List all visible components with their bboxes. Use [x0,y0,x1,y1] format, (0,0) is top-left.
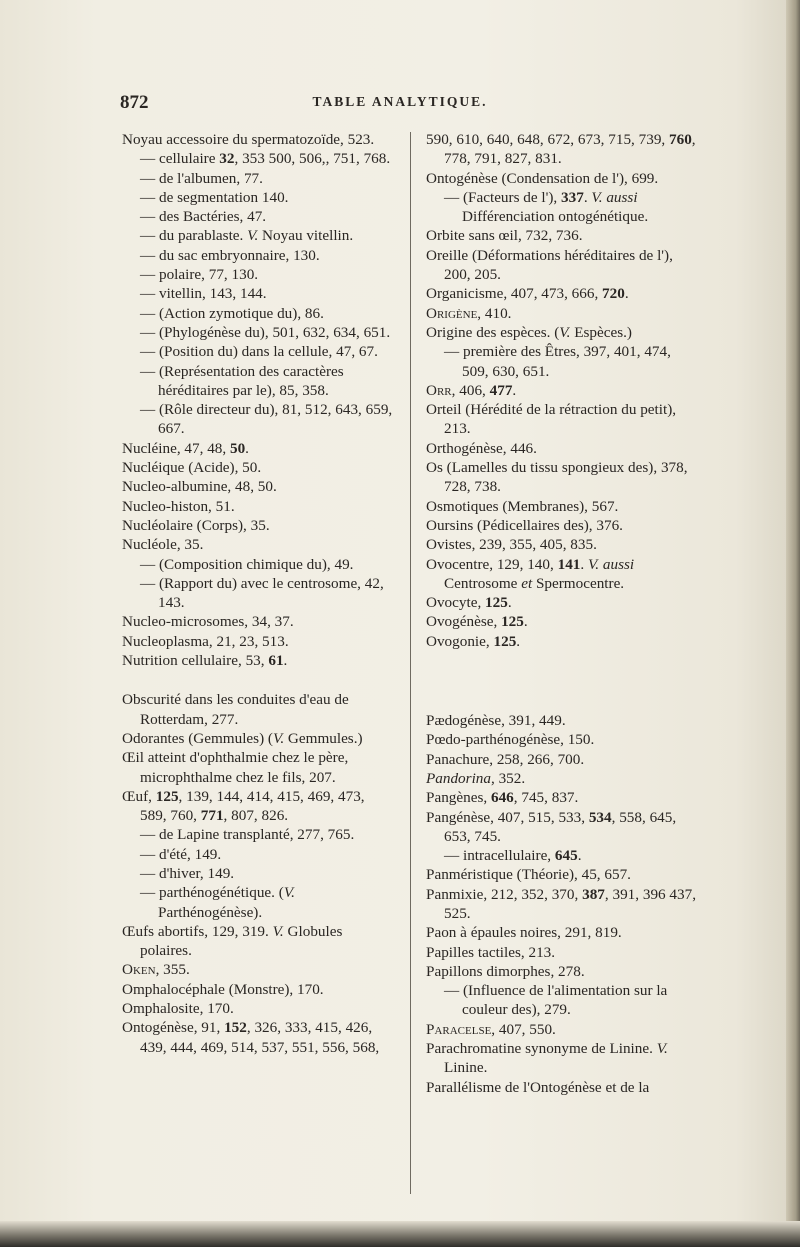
index-entry: Orr, 406, 477. [426,381,517,399]
italic-text: V. aussi [587,555,635,573]
index-entry: Nucleo-histon, 51. [122,497,235,515]
bold-ref: 125 [485,594,508,612]
index-entry: Nucléolaire (Corps), 35. [122,516,270,534]
index-entry: Papillons dimorphes, 278. [426,962,585,980]
index-entry: Paracelse, 407, 550. [426,1020,556,1038]
section-gap [426,691,700,711]
italic-text: V. [656,1040,668,1058]
index-entry: 590, 610, 640, 648, 672, 673, 715, 739, 760, 778, 791, 827, 831. [426,131,696,168]
bold-ref: 477 [489,381,513,399]
page-header [0,92,800,116]
index-subentry: — (Composition chimique du), 49. [140,555,354,573]
italic-text: V. [283,884,295,902]
index-entry: Pædogénèse, 391, 449. [426,712,566,730]
index-subentry: — intracellulaire, 645. [444,847,582,865]
index-entry: Panachure, 258, 266, 700. [426,750,585,768]
index-entry: Pangénèse, 407, 515, 533, 534, 558, 645, 653, 745. [426,808,677,845]
index-entry: Omphalosite, 170. [122,1000,234,1018]
bold-ref: 387 [582,885,605,903]
index-entry: Origine des espèces. (V. Espèces.) [426,323,632,341]
index-subentry: — du sac embryonnaire, 130. [140,246,320,264]
index-entry: Nucleo-microsomes, 34, 37. [122,613,294,631]
italic-text: V. [247,227,259,245]
index-entry: Oreille (Déformations héréditaires de l'), 200, 205. [426,246,673,284]
bold-ref: 125 [155,787,179,805]
italic-text: V. aussi [591,188,638,206]
bold-ref: 646 [490,789,514,807]
index-entry: Ovogonie, 125. [426,632,521,650]
index-entry: Orbite sans œil, 732, 736. [426,227,583,245]
italic-text: V. [272,922,284,940]
index-entry: Nutrition cellulaire, 53, 61. [122,652,288,670]
index-entry: Pœdo-parthénogénèse, 150. [426,731,595,749]
index-subentry: — d'été, 149. [140,845,222,863]
index-subentry: — (Position du) dans la cellule, 47, 67. [140,343,378,361]
left-column [122,130,394,1057]
bold-ref: 534 [588,808,612,826]
running-head: TABLE ANALYTIQUE. [312,94,488,109]
index-entry: Odorantes (Gemmules) (V. Gemmules.) [122,729,363,747]
bold-ref: 645 [554,847,578,865]
index-entry: Parachromatine synonyme de Linine. V. Linine. [426,1040,668,1077]
small-caps-name: Paracelse [426,1020,492,1038]
index-subentry: — de l'albumen, 77. [140,169,263,187]
index-subentry: — polaire, 77, 130. [140,266,259,284]
index-entry: Ovocyte, 125. [426,594,512,612]
index-subentry: — (Rapport du) avec le centrosome, 42, 143. [140,574,384,612]
index-subentry: — des Bactéries, 47. [140,208,267,226]
index-entry: Œuf, 125, 139, 144, 414, 415, 469, 473, 589, 760, 771, 807, 826. [122,787,365,825]
index-entry: Organicisme, 407, 473, 666, 720. [426,285,629,303]
index-subentry: — d'hiver, 149. [140,864,235,882]
index-entry: Ontogénèse (Condensation de l'), 699. [426,169,659,187]
index-entry: Obscurité dans les conduites d'eau de Rotterdam, 277. [122,691,349,728]
section-gap [122,670,394,690]
index-entry: Ovocentre, 129, 140, 141. V. aussi Centrosome et Spermocentre. [426,555,635,592]
bold-ref: 771 [200,807,224,825]
index-entry: Nucleoplasma, 21, 23, 513. [122,632,289,650]
bold-ref: 141 [557,555,581,573]
index-subentry: — (Rôle directeur du), 81, 512, 643, 659, 667. [140,401,393,438]
bold-ref: 32 [219,150,235,168]
index-entry: Orthogénèse, 446. [426,439,537,457]
index-entry: Panméristique (Théorie), 45, 657. [426,866,631,884]
italic-text: Pandorina [426,769,491,787]
index-entry: Oursins (Pédicellaires des), 376. [426,516,623,534]
bold-ref: 50 [229,439,246,457]
right-column [426,130,700,1097]
index-entry: Parallélisme de l'Ontogénèse et de la [426,1078,650,1096]
small-caps-name: Origène [426,304,478,322]
index-entry: Pandorina, 352. [426,769,526,787]
index-entry: Panmixie, 212, 352, 370, 387, 391, 396 437, 525. [426,885,696,922]
index-subentry: — première des Êtres, 397, 401, 474, 509, 630, 651. [444,343,671,380]
italic-text: et [521,574,533,592]
index-entry: Origène, 410. [426,304,512,322]
index-entry: Orteil (Hérédité de la rétraction du petit), 213. [426,401,677,438]
index-entry: Nucléique (Acide), 50. [122,459,262,477]
page-edge-bottom [0,1221,800,1247]
column-divider [410,132,411,1194]
bold-ref: 760 [669,131,692,148]
index-entry: Œufs abortifs, 129, 319. V. Globules polaires. [122,922,343,960]
index-entry: Ontogénèse, 91, 152, 326, 333, 415, 426, 439, 444, 469, 514, 537, 551, 556, 568, [122,1019,380,1056]
index-entry: Nucleo-albumine, 48, 50. [122,478,277,496]
bold-ref: 61 [268,652,284,670]
bold-ref: 125 [493,632,517,650]
index-entry: Paon à épaules noires, 291, 819. [426,924,622,942]
index-subentry: — (Influence de l'alimentation sur la couleur des), 279. [444,982,668,1019]
italic-text: V. [273,729,285,747]
index-entry: Oken, 355. [122,961,190,979]
index-subentry: — de Lapine transplanté, 277, 765. [140,826,355,844]
section-gap [426,651,700,671]
index-entry: Nucléole, 35. [122,536,204,554]
index-entry: Papilles tactiles, 213. [426,943,556,961]
index-subentry: — (Action zymotique du), 86. [140,304,324,322]
index-subentry: — (Facteurs de l'), 337. V. aussi Différenciation ontogénétique. [444,188,649,226]
index-entry: Osmotiques (Membranes), 567. [426,497,619,515]
index-entry: Ovogénèse, 125. [426,613,528,631]
index-entry: Os (Lamelles du tissu spongieux des), 378, 728, 738. [426,459,688,496]
bold-ref: 337 [561,188,584,206]
small-caps-name: Oken [122,961,156,979]
index-entry: Œil atteint d'ophthalmie chez le père, microphthalme chez le fils, 207. [122,749,349,786]
page-edge-right [786,0,800,1247]
index-subentry: — (Phylogénèse du), 501, 632, 634, 651. [140,323,391,341]
italic-text: V. [559,323,571,341]
index-entry: Nucléine, 47, 48, 50. [122,439,249,457]
bold-ref: 125 [501,613,524,631]
bold-ref: 152 [224,1019,247,1037]
index-subentry: — vitellin, 143, 144. [140,285,267,303]
index-subentry: — cellulaire 32, 353 500, 506,, 751, 768. [140,150,391,168]
index-entry: Omphalocéphale (Monstre), 170. [122,980,324,998]
index-subentry: — du parablaste. V. Noyau vitellin. [140,227,354,245]
section-gap [426,671,700,691]
index-subentry: — de segmentation 140. [140,188,289,206]
index-subentry: — parthénogénétique. (V. Parthénogénèse). [140,884,295,921]
small-caps-name: Orr [426,381,452,399]
page-number: 872 [120,92,149,113]
index-entry: Pangènes, 646, 745, 837. [426,789,579,807]
index-entry: Noyau accessoire du spermatozoïde, 523. [122,131,375,148]
index-entry: Ovistes, 239, 355, 405, 835. [426,536,597,554]
index-subentry: — (Représentation des caractères héréditaires par le), 85, 358. [140,362,344,399]
bold-ref: 720 [602,285,625,303]
